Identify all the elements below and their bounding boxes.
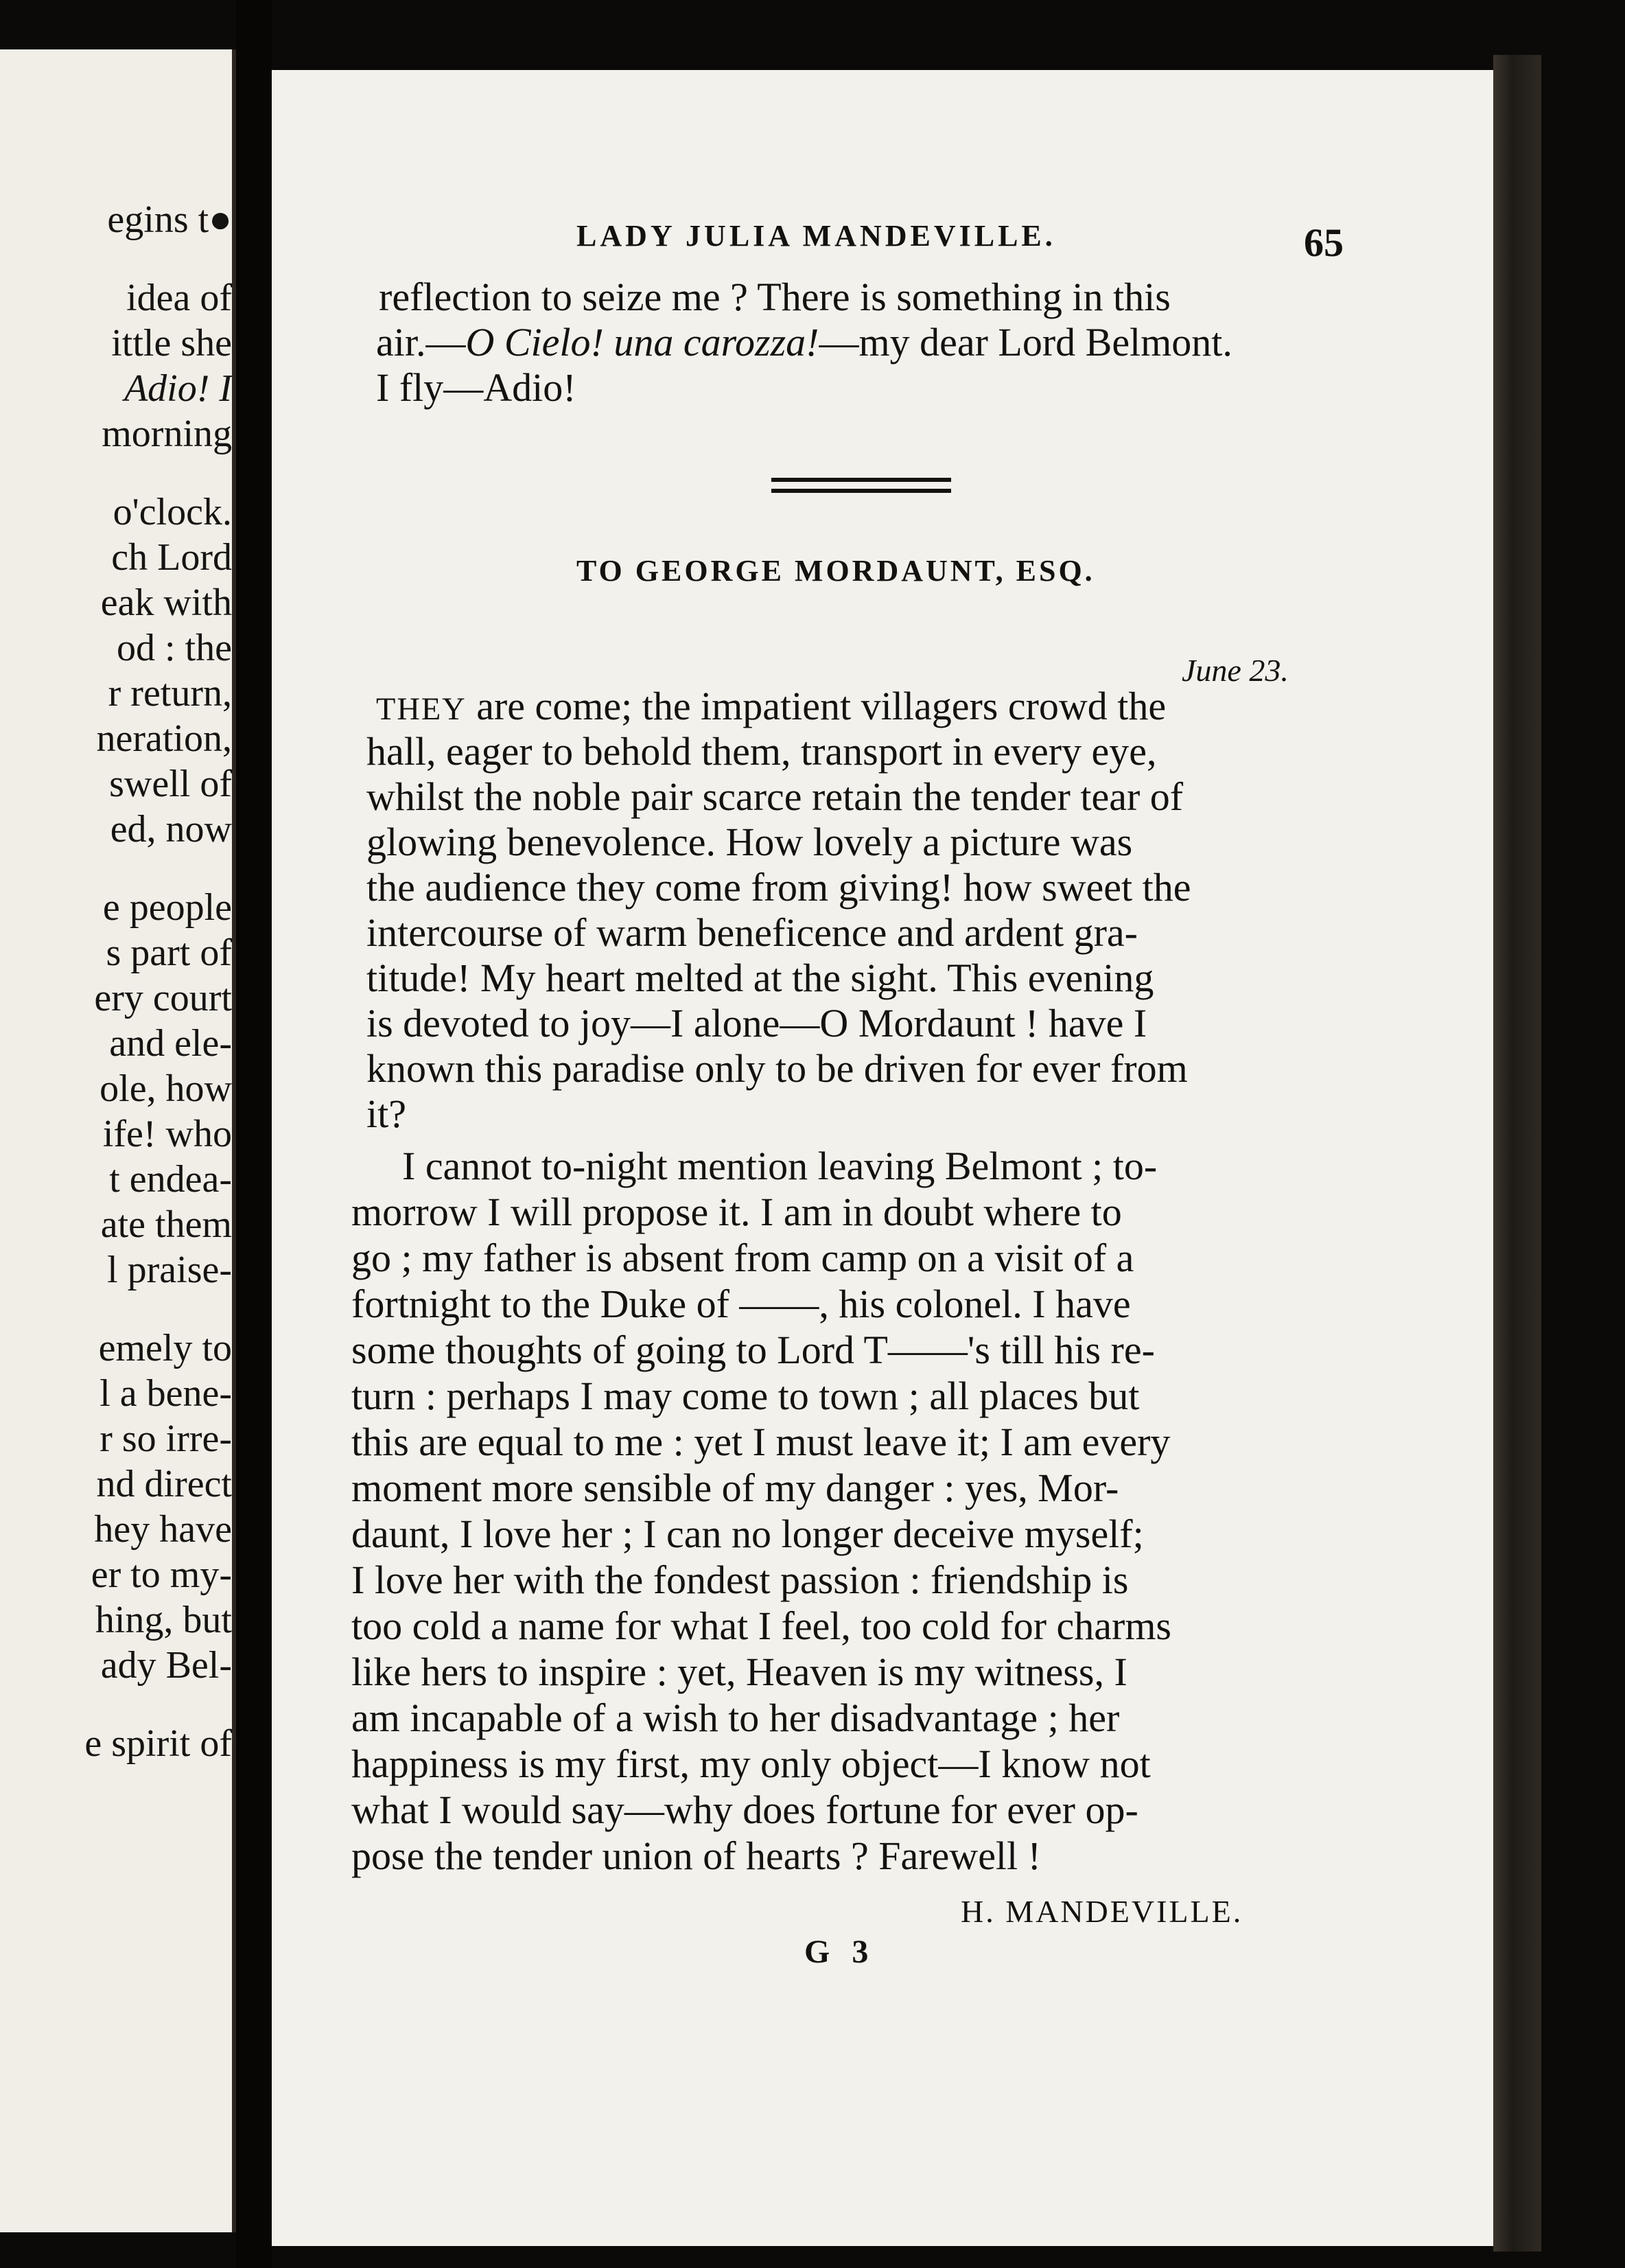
left-page-text: [0, 49, 232, 2232]
left-page-line: egins t●: [107, 198, 232, 241]
paragraph-line: the audience they come from giving! how sweet the: [366, 865, 1191, 910]
left-page-line: o'clock.: [113, 491, 232, 533]
paragraph-line: known this paradise only to be driven for ever from: [366, 1046, 1188, 1091]
paragraph-line: whilst the noble pair scarce retain the tender tear of: [366, 774, 1184, 819]
letter-salutation: TO GEORGE MORDAUNT, ESQ.: [576, 554, 1095, 588]
left-page-fragment: [0, 49, 236, 2232]
section-divider: [771, 478, 951, 493]
left-page-line: hing, but: [95, 1599, 232, 1641]
book-gutter: [236, 0, 272, 2268]
left-page-line: er to my-: [91, 1553, 232, 1596]
opening-line: I fly—Adio!: [376, 365, 576, 410]
paragraph-line: intercourse of warm beneficence and ardent gra-: [366, 910, 1138, 955]
page-number: 65: [1304, 220, 1344, 265]
paragraph-line: fortnight to the Duke of ——, his colonel. I have: [351, 1282, 1131, 1326]
paragraph-line: moment more sensible of my danger : yes, Mor-: [351, 1466, 1119, 1510]
left-page-line: r return,: [108, 672, 232, 715]
left-page-line: ch Lord: [111, 536, 232, 579]
paragraph-line: it?: [366, 1091, 406, 1136]
opening-line: reflection to seize me ? There is something in this: [379, 275, 1171, 319]
left-page-line: idea of: [126, 277, 232, 319]
left-page-line: eak with: [100, 581, 232, 624]
left-page-line: ittle she: [111, 322, 232, 364]
left-page-line: r so irre-: [100, 1418, 232, 1460]
paragraph-line: hall, eager to behold them, transport in every eye,: [366, 729, 1157, 774]
left-page-line: swell of: [109, 763, 232, 805]
paragraph-line: pose the tender union of hearts ? Farewell !: [351, 1833, 1041, 1878]
signature-mark: G 3: [804, 1934, 876, 1970]
paragraph-line: glowing benevolence. How lovely a picture was: [366, 820, 1133, 864]
left-page-line: ole, how: [100, 1067, 232, 1110]
letter-date: June 23.: [1182, 653, 1289, 688]
left-page-line: ate them: [100, 1203, 232, 1246]
left-page-line: ed, now: [110, 808, 232, 850]
paragraph-line: I cannot to-night mention leaving Belmont ; to-: [402, 1144, 1158, 1188]
paragraph-line: turn : perhaps I may come to town ; all places but: [351, 1374, 1140, 1418]
paragraph-line: too cold a name for what I feel, too cold for charms: [351, 1604, 1172, 1648]
paragraph-line: THEY are come; the impatient villagers crowd the: [376, 684, 1167, 728]
left-page-line: ady Bel-: [100, 1644, 232, 1687]
left-page-line: s part of: [106, 931, 232, 974]
left-page-line: nd direct: [96, 1463, 232, 1505]
paragraph-line: am incapable of a wish to her disadvantage ; her: [351, 1696, 1120, 1740]
paragraph-line: happiness is my first, my only object—I know not: [351, 1741, 1151, 1786]
paragraph-line: daunt, I love her ; I can no longer deceive myself;: [351, 1512, 1144, 1556]
paragraph-line: titude! My heart melted at the sight. This evening: [366, 956, 1154, 1000]
running-head: LADY JULIA MANDEVILLE.: [576, 219, 1056, 253]
left-page-line: t endea-: [109, 1158, 232, 1201]
left-page-line: e people: [102, 886, 232, 929]
opening-line: air.—O Cielo! una carozza!—my dear Lord Belmont.: [376, 320, 1232, 364]
paragraph-line: like hers to inspire : yet, Heaven is my witness, I: [351, 1650, 1127, 1694]
paragraph-line: I love her with the fondest passion : friendship is: [351, 1558, 1129, 1602]
left-page-line: neration,: [96, 717, 232, 760]
left-page-line: Adio! I: [124, 367, 232, 410]
left-page-line: morning: [102, 413, 232, 455]
left-page-line: l a bene-: [100, 1372, 232, 1415]
paragraph-line: this are equal to me : yet I must leave it; I am every: [351, 1420, 1171, 1464]
paragraph-line: morrow I will propose it. I am in doubt where to: [351, 1190, 1122, 1234]
left-page-line: ery court: [94, 977, 232, 1019]
page-edge-shadow: [1493, 55, 1541, 2252]
paragraph-line: some thoughts of going to Lord T——'s till his re-: [351, 1328, 1155, 1372]
left-page-line: od : the: [117, 627, 232, 669]
paragraph-line: is devoted to joy—I alone—O Mordaunt ! have I: [366, 1001, 1147, 1045]
left-page-line: e spirit of: [84, 1722, 232, 1765]
letter-signature: H. MANDEVILLE.: [961, 1894, 1243, 1929]
left-page-line: hey have: [94, 1508, 232, 1551]
paragraph-line: what I would say—why does fortune for ever op-: [351, 1787, 1138, 1832]
left-page-line: emely to: [98, 1327, 232, 1369]
left-page-line: and ele-: [109, 1022, 232, 1065]
left-page-line: ife! who: [102, 1113, 232, 1155]
left-page-line: l praise-: [107, 1249, 232, 1291]
paragraph-line: go ; my father is absent from camp on a visit of a: [351, 1236, 1134, 1280]
